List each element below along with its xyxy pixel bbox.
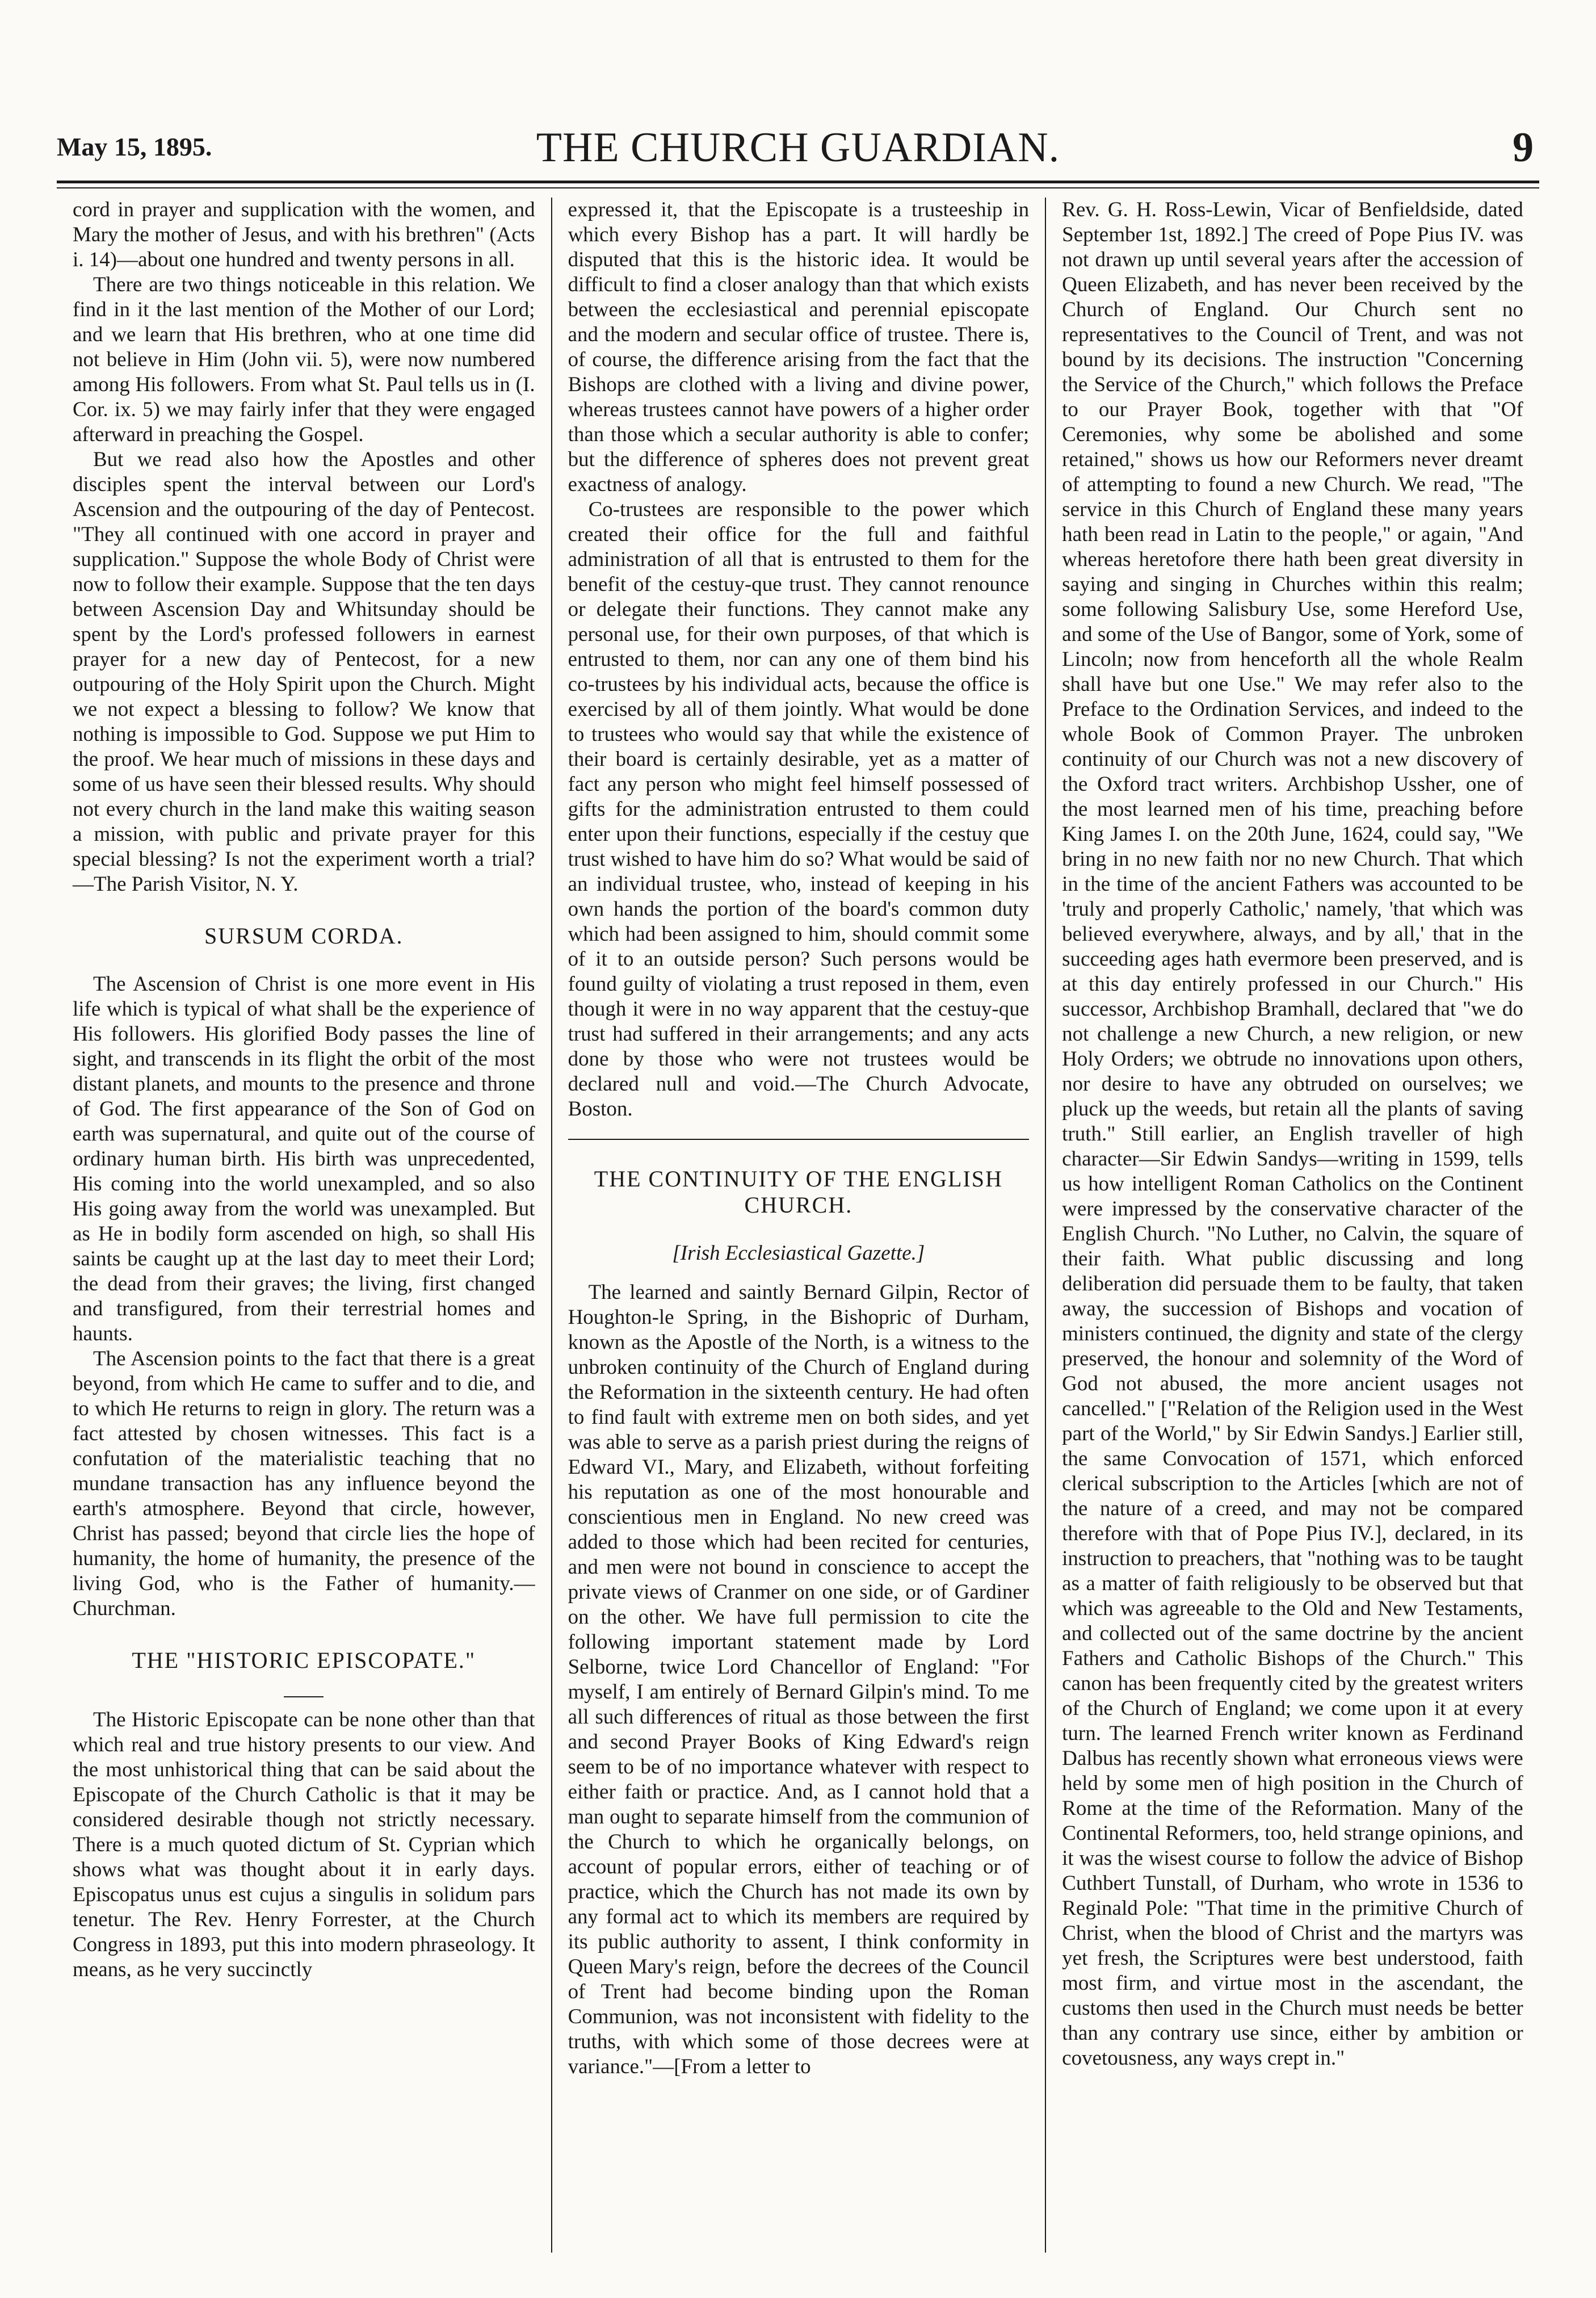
section-rule [568,1139,1030,1140]
newspaper-title: THE CHURCH GUARDIAN. [536,124,1060,171]
column-3 [1045,198,1539,2253]
heading-historic-episcopate: THE "HISTORIC EPISCOPATE." [132,1647,476,1673]
masthead [57,124,1539,186]
paragraph: But we read also how the Apostles and other disciples spent the interval between our Lord's Ascension and the outpouring of the day of Pentecost. "They all continued with one accord in prayer and supplication." Suppose the whole Body of Christ were now to follow their example. Suppose that the ten days between Ascension Day and Whitsunday should be spent by the Lord's professed followers in earnest prayer for a new day of Pentecost, for a new outpouring of the Holy Spirit upon the Church. Might we not expect a blessing to follow? We know that nothing is impossible to God. Suppose we put Him to the proof. We hear much of missions in these days and some of us have seen their blessed results. Why should not every church in the land make this waiting season a mission, with public and private prayer for this special blessing? Is not the experiment worth a trial?—The Parish Visitor, N. Y. [73,448,535,896]
article-columns [57,198,1539,2253]
paragraph: The Ascension points to the fact that there is a great beyond, from which He came to suffer and to die, and to which He returns to reign in glory. The return was a fact attested by chosen witnesses. This fact is a confutation of the materialistic teaching that no mundane transaction has any influence beyond the earth's atmosphere. Beyond that circle, however, Christ has passed; beyond that circle lies the hope of humanity, the home of humanity, the presence of the living God, who is the Father of humanity.—Churchman. [73,1347,535,1620]
heading-sursum-corda: SURSUM CORDA. [204,923,404,949]
paragraph: Rev. G. H. Ross-Lewin, Vicar of Benfieldside, dated September 1st, 1892.] The creed of Pope Pius IV. was not drawn up until several years after the accession of Queen Elizabeth, and has never been received by the Church of England. Our Church sent no representatives to the Council of Trent, and was not bound by its decisions. The instruction "Concerning the Service of the Church," which follows the Preface to our Prayer Book, together with that "Of Ceremonies, why some be abolished and some retained," shows us how our Reformers never dreamt of attempting to found a new Church. We read, "The service in this Church of England these many years hath been read in Latin to the people," or again, "And whereas heretofore there hath been great diversity in saying and singing in Churches within this realm; some following Salisbury Use, some Hereford Use, and some of the Use of Bangor, some of York, some of Lincoln; now from henceforth all the whole Realm shall have but one Use." We may refer also to the Preface to the Ordination Services, and indeed to the whole Book of Common Prayer. The unbroken continuity of our Church was not a new discovery of the Oxford tract writers. Archbishop Ussher, one of the most learned men of his time, preaching before King James I. on the 20th June, 1624, could say, "We bring in no new faith nor no new Church. That which in the time of the ancient Fathers was accounted to be 'truly and properly Catholic,' namely, 'that which was believed everywhere, always, and by all,' that in the succeeding ages hath evermore been preserved, and is at this day entirely professed in our Church." His successor, Archbishop Bramhall, declared that "we do not challenge a new Church, a new religion, or new Holy Orders; we obtrude no innovations upon others, nor desire to have any obtruded on ourselves; we pluck up the weeds, but retain all the plants of saving truth." Still earlier, an English traveller of high character—Sir Edwin Sandys—writing in 1599, tells us how intelligent Roman Catholics on the Continent were impressed by the conservative character of the English Church. "No Luther, no Calvin, the square of their faith. What public discussing and long deliberation did persuade them to be faulty, that taken away, the succession of Bishops and vocation of ministers continued, the dignity and state of the clergy preserved, the honour and solemnity of the Word of God not abused, the more ancient usages not cancelled." ["Relation of the Religion used in the West part of the World," by Sir Edwin Sandys.] Earlier still, the same Convocation of 1571, which enforced clerical subscription to the Articles [which are not of the nature of a creed, and may not be compared therefore with that of Pope Pius IV.], declared, in its instruction to preachers, that "nothing was to be taught as a matter of faith religiously to be observed but that which was agreeable to the Old and New Testaments, and collected out of the same doctrine by the ancient Fathers and Catholic Bishops of the Church." This canon has been frequently cited by the greatest writers of the Church of England; we come upon it at every turn. The learned French writer known as Ferdinand Dalbus has recently shown what erroneous views were held by some men of high position in the Church of Rome at the time of the Reformation. Many of the Continental Reformers, too, held strange opinions, and it was the wisest course to follow the advice of Bishop Cuthbert Tunstall, of Durham, who wrote in 1536 to Reginald Pole: "That time in the primitive Church of Christ, when the blood of Christ and the martyrs was yet fresh, the Scriptures were best understood, faith most firm, and virtue most in the ascendant, the customs then used in the Church must needs be better than any contrary use since, either by ambition or covetousness, any ways crept in." [1062,198,1523,2070]
paragraph: The learned and saintly Bernard Gilpin, Rector of Houghton-le Spring, in the Bishopric of Durham, known as the Apostle of the North, is a witness to the unbroken continuity of the Church of England during the Reformation in the sixteenth century. He had often to find fault with extreme men on both sides, and yet was able to serve as a parish priest during the reigns of Edward VI., Mary, and Elizabeth, without forfeiting his reputation as one of the most honourable and conscientious men in England. No new creed was added to those which had been recited for centuries, and men were not bound in conscience to accept the private views of Cranmer on one side, or of Gardiner on the other. We have full permission to cite the following important statement made by Lord Selborne, twice Lord Chancellor of England: "For myself, I am entirely of Bernard Gilpin's mind. To me all such differences of ritual as those between the first and second Prayer Books of King Edward's reign seem to be of no importance whatever with respect to either faith or practice. And, as I cannot hold that a man ought to separate himself from the communion of the Church to which he organically belongs, on account of popular errors, either of teaching or of practice, which the Church has not made its own by any formal act to which its members are required by its public authority to assent, I think conformity in Queen Mary's reign, before the decrees of the Council of Trent had become binding upon the Roman Communion, was not inconsistent with fidelity to the truths, with which some of those decrees were at variance."—[From a letter to [568,1281,1030,2078]
paragraph: There are two things noticeable in this relation. We find in it the last mention of the Mother of our Lord; and we learn that His brethren, who at one time did not believe in Him (John vii. 5), were now numbered among His followers. From what St. Paul tells us in (I. Cor. ix. 5) we may fairly infer that they were engaged afterward in preaching the Gospel. [73,273,535,446]
column-2 [551,198,1045,2253]
separator [284,1696,324,1697]
page-number: 9 [1513,124,1534,171]
paragraph: expressed it, that the Episcopate is a trusteeship in which every Bishop has a part. It will hardly be disputed that this is the historic idea. It would be difficult to find a closer analogy than that which exists between the ecclesiastical and perennial episcopate and the modern and secular office of trustee. There is, of course, the difference arising from the fact that the Bishops are clothed with a living and divine power, whereas trustees cannot have powers of a higher order than those which a secular authority is able to confer; but the difference of spheres does not prevent great exactness of analogy. [568,198,1030,496]
heading-continuity: THE CONTINUITY OF THE ENGLISH CHURCH. [594,1166,1003,1218]
masthead-rule-thin [57,187,1539,188]
paragraph: cord in prayer and supplication with the women, and Mary the mother of Jesus, and with his brethren" (Acts i. 14)—about one hundred and twenty persons in all. [73,198,535,271]
source-attribution: [Irish Ecclesiastical Gazette.] [672,1242,925,1265]
paragraph: The Ascension of Christ is one more event in His life which is typical of what shall be the experience of His followers. His glorified Body passes the line of sight, and transcends in its flight the orbit of the most distant planets, and mounts to the presence and throne of God. The first appearance of the Son of God on earth was supernatural, and quite out of the course of ordinary human birth. His birth was unprecedented, His coming into the world unexampled, and so also His going away from the world was unexampled. But as He in bodily form ascended on high, so shall His saints be caught up at the last day to meet their Lord; the dead from their graves; the living, first changed and transfigured, from their terrestrial homes and haunts. [73,972,535,1345]
issue-date: May 15, 1895. [57,132,212,161]
paragraph: The Historic Episcopate can be none other than that which real and true history presents to our view. And the most unhistorical thing that can be said about the Episcopate of the Church Catholic is that it may be considered desirable though not strictly necessary. There is a much quoted dictum of St. Cyprian which shows what was thought about it in early days. Episcopatus unus est cujus a singulis in solidum pars tenetur. The Rev. Henry Forrester, at the Church Congress in 1893, put this into modern phraseology. It means, as he very succinctly [73,1708,535,1981]
masthead-rule-thick [57,181,1539,183]
paragraph: Co-trustees are responsible to the power which created their office for the full and faithful administration of all that is entrusted to them for the benefit of the cestuy-que trust. They cannot renounce or delegate their functions. They cannot make any personal use, for their own purposes, of that which is entrusted to them, nor can any one of them bind his co-trustees by his individual acts, because the office is exercised by all of them jointly. What would be done to trustees who would say that while the existence of their board is certainly desirable, yet as a matter of fact any person who might feel himself possessed of gifts for the administration entrusted to them could enter upon their functions, especially if the cestuy que trust wished to have him do so? What would be said of an individual trustee, who, instead of keeping in his own hands the portion of the board's common duty which had been assigned to him, should commit some of it to an outside person? Such persons would be found guilty of violating a trust reposed in them, even though it were in no way apparent that the cestuy-que trust had suffered in their arrangements; and any acts done by those who were not trustees would be declared null and void.—The Church Advocate, Boston. [568,498,1030,1121]
column-1 [57,198,551,2253]
